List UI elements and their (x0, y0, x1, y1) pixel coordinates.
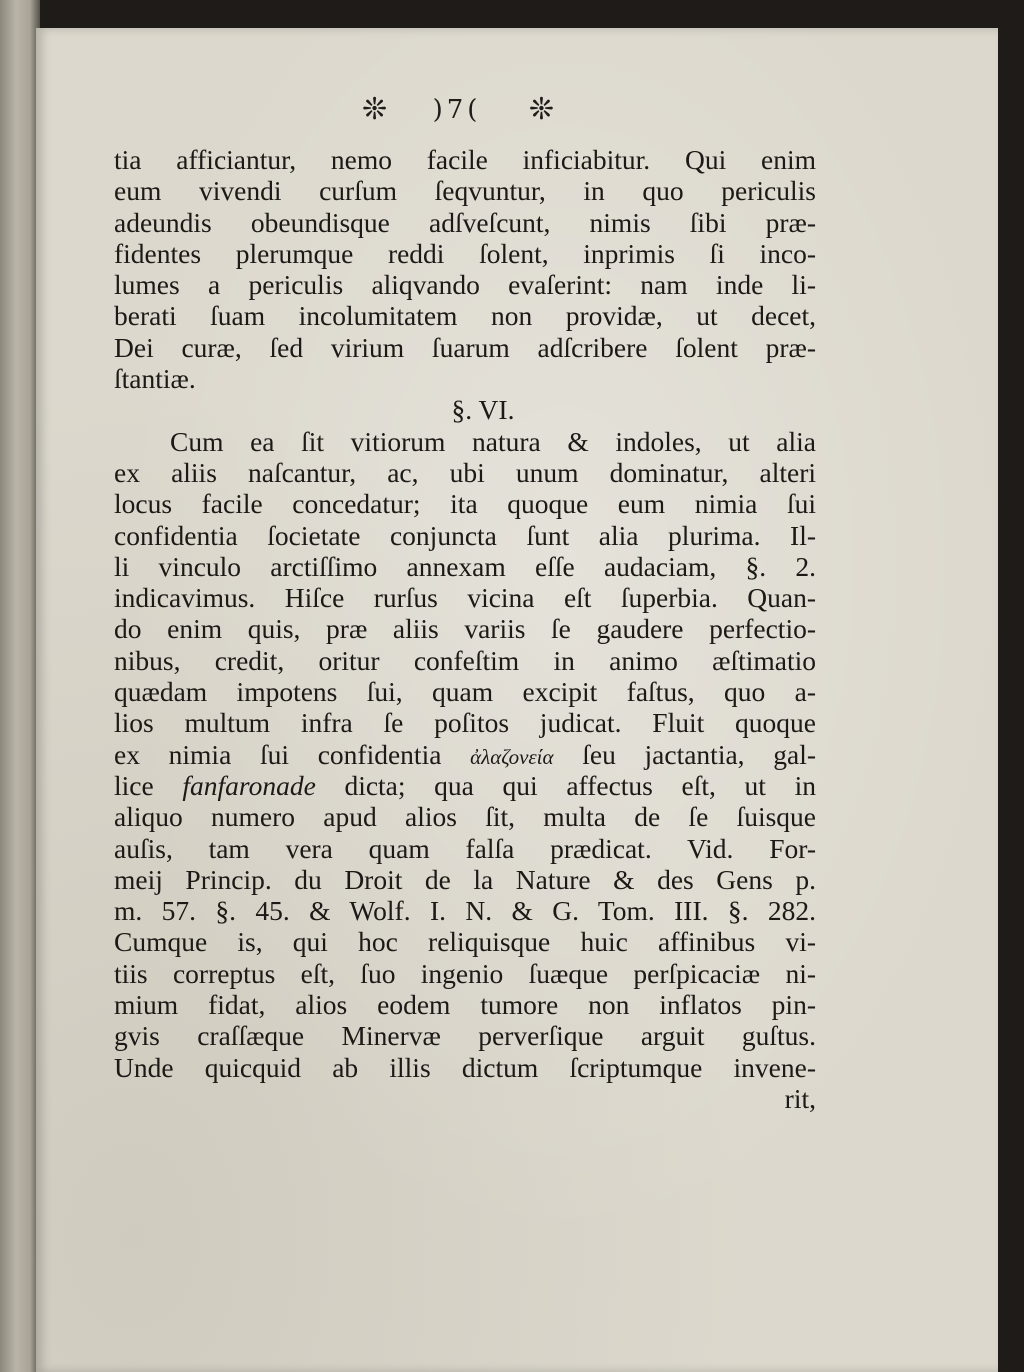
text-line: Cumque is, qui hoc reliquisque huic affinibus vi- (114, 926, 816, 958)
text-line: confidentia ſocietate conjuncta ſunt alia plurima. Il- (114, 519, 816, 551)
body-text (114, 144, 816, 1114)
text-line: lumes a periculis aliqvando evaſerint: nam inde li- (114, 269, 816, 301)
text-fragment: ſeu jactantia, gal- (553, 738, 816, 770)
ornament-right-icon: ❊ (528, 92, 552, 127)
text-line: indicavimus. Hiſce rurſus vicina eſt ſuperbia. Quan- (114, 582, 816, 614)
text-line: lios multum infra ſe poſitos judicat. Fluit quoque (114, 707, 816, 739)
page-number: )7( (432, 95, 482, 125)
text-line: nibus, credit, oritur confeſtim in animo æſtimatio (114, 644, 816, 676)
text-line: Dei curæ, ſed virium ſuarum adſcribere ſolent præ- (114, 331, 816, 363)
catchword: rit, (784, 1082, 816, 1114)
text-line-italic (114, 770, 816, 801)
text-line: adeundis obeundisque adſveſcunt, nimis ſibi præ- (114, 206, 816, 238)
text-fragment: dicta; qua qui affectus eſt, ut in (315, 769, 816, 801)
text-line: quædam impotens ſui, quam excipit faſtus, quo a- (114, 676, 816, 708)
text-line: Cum ea ſit vitiorum natura & indoles, ut alia (170, 425, 816, 457)
scan-top-margin (36, 0, 1024, 28)
text-line: eum vivendi curſum ſeqvuntur, in quo periculis (114, 175, 816, 207)
text-line: Unde quicquid ab illis dictum ſcriptumque invene- (114, 1051, 816, 1083)
text-line: auſis, tam vera quam falſa prædicat. Vid. For- (114, 832, 816, 864)
text-fragment: ex nimia ſui confidentia (114, 738, 471, 770)
section-heading: §. VI. (451, 394, 515, 426)
text-line: fidentes plerumque reddi ſolent, inprimis ſi inco- (114, 237, 816, 269)
text-line: berati ſuam incolumitatem non providæ, ut decet, (114, 300, 816, 332)
text-fragment: lice (114, 769, 183, 801)
scan-right-margin (998, 0, 1024, 1372)
text-line: locus facile concedatur; ita quoque eum nimia ſui (114, 488, 816, 520)
greek-word: ἀλαζονεία (470, 744, 554, 769)
text-line: aliquo numero apud alios ſit, multa de ſe ſuisque (114, 801, 816, 833)
text-line: ex aliis naſcantur, ac, ubi unum dominatur, alteri (114, 456, 816, 488)
italic-word: fanfaronade (182, 769, 316, 801)
text-line: gvis craſſæque Minervæ perverſique arguit guſtus. (114, 1020, 816, 1052)
text-line: ſtantiæ. (114, 363, 196, 395)
text-line: tia afficiantur, nemo facile inficiabitur. Qui enim (114, 144, 816, 175)
page-header (362, 92, 552, 128)
text-line: meij Princip. du Droit de la Nature & des Gens p. (114, 863, 816, 895)
text-line: mium fidat, alios eodem tumore non inflatos pin- (114, 989, 816, 1021)
text-line: m. 57. §. 45. & Wolf. I. N. & G. Tom. III. §. 282. (114, 895, 816, 927)
text-line: li vinculo arctiſſimo annexam eſſe audaciam, §. 2. (114, 550, 816, 582)
text-line-greek (114, 739, 816, 770)
text-line: tiis correptus eſt, ſuo ingenio ſuæque perſpicaciæ ni- (114, 957, 816, 989)
ornament-left-icon: ❊ (362, 92, 386, 127)
text-line: do enim quis, præ aliis variis ſe gaudere perfectio- (114, 613, 816, 645)
facing-page-edge (0, 0, 40, 1372)
